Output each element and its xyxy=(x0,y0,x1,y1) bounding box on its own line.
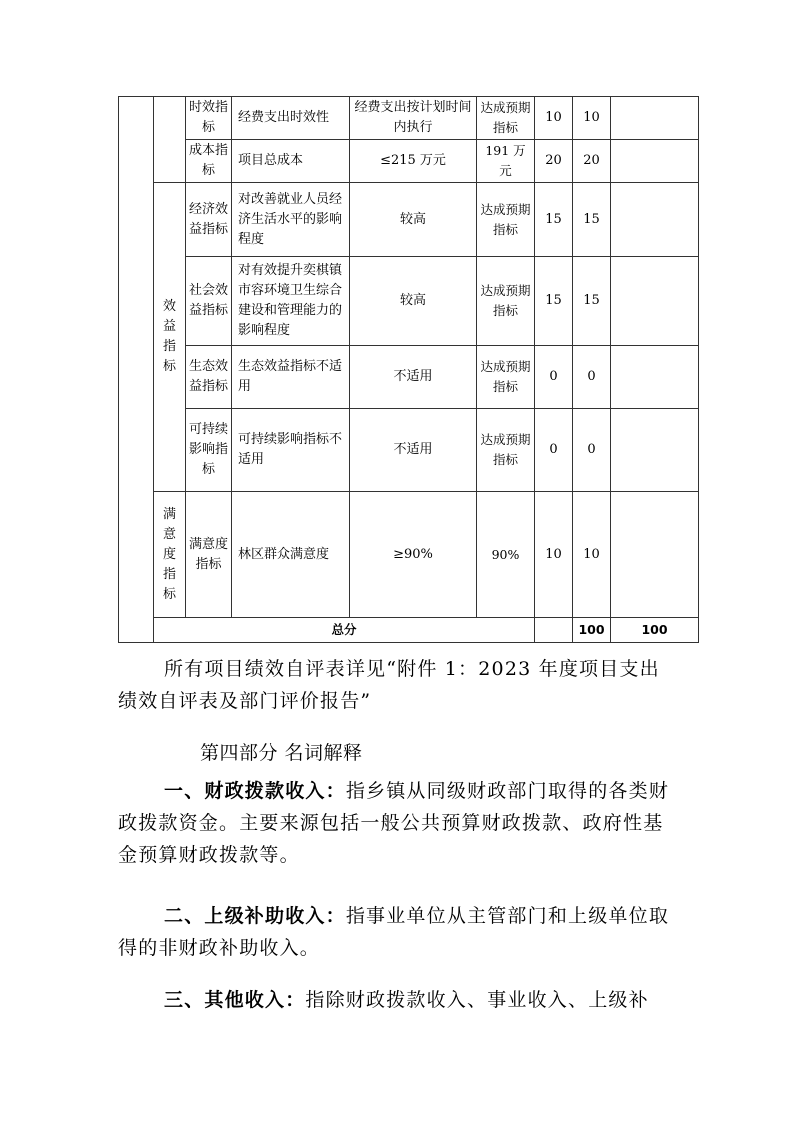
weight-value: 20 xyxy=(535,140,573,183)
total-score: 100 xyxy=(611,618,699,643)
table-row xyxy=(119,409,699,492)
remark-cell xyxy=(611,183,699,257)
paragraph-item-2 xyxy=(118,900,678,964)
level1-cell xyxy=(119,97,154,643)
sub-indicator: 成本指标 xyxy=(186,140,232,183)
target-value: ≥90% xyxy=(350,492,477,618)
indicator-name: 经费支出时效性 xyxy=(232,97,350,140)
score-value: 20 xyxy=(573,140,611,183)
section-heading: 第四部分 名词解释 xyxy=(200,742,363,764)
sub-indicator: 社会效益指标 xyxy=(186,257,232,346)
score-value: 0 xyxy=(573,346,611,409)
score-value: 15 xyxy=(573,183,611,257)
sub-indicator: 经济效益指标 xyxy=(186,183,232,257)
remark-cell xyxy=(611,140,699,183)
table-row xyxy=(119,140,699,183)
weight-value: 15 xyxy=(535,183,573,257)
weight-value: 10 xyxy=(535,492,573,618)
target-value: 经费支出按计划时间内执行 xyxy=(350,97,477,140)
table-row xyxy=(119,492,699,618)
item-label: 三、其他收入： xyxy=(164,989,306,1011)
item-label: 一、财政拨款收入： xyxy=(164,780,346,802)
total-row xyxy=(119,618,699,643)
actual-value: 191 万元 xyxy=(477,140,535,183)
group-satisfaction: 满意度指标 xyxy=(154,492,186,618)
weight-value: 0 xyxy=(535,409,573,492)
group-benefit: 效益指标 xyxy=(154,183,186,492)
actual-value: 90% xyxy=(477,492,535,618)
weight-value: 10 xyxy=(535,97,573,140)
table-row xyxy=(119,346,699,409)
score-value: 15 xyxy=(573,257,611,346)
score-value: 10 xyxy=(573,97,611,140)
actual-value: 达成预期指标 xyxy=(477,183,535,257)
item-text: 指乡镇从同级财政部门取得的各类财政拨款资金。主要来源包括一般公共预算财政拨款、政府性基金预算财政拨款等。 xyxy=(118,780,670,866)
target-value: 不适用 xyxy=(350,346,477,409)
item-text: 指事业单位从主管部门和上级单位取得的非财政补助收入。 xyxy=(118,905,670,959)
weight-value: 15 xyxy=(535,257,573,346)
target-value: ≤215 万元 xyxy=(350,140,477,183)
item-text: 指除财政拨款收入、事业收入、上级补 xyxy=(305,989,649,1011)
sub-indicator: 可持续影响指标 xyxy=(186,409,232,492)
actual-value: 达成预期指标 xyxy=(477,97,535,140)
actual-value: 达成预期指标 xyxy=(477,409,535,492)
score-value: 10 xyxy=(573,492,611,618)
target-value: 较高 xyxy=(350,183,477,257)
paragraph-item-3 xyxy=(118,984,678,1016)
item-label: 二、上级补助收入： xyxy=(164,905,346,927)
table-row xyxy=(119,183,699,257)
paragraph-attachment: 所有项目绩效自评表详见“附件 1：2023 年度项目支出绩效自评表及部门评价报告” xyxy=(118,658,660,712)
performance-table xyxy=(118,96,699,643)
score-value: 0 xyxy=(573,409,611,492)
sub-indicator: 生态效益指标 xyxy=(186,346,232,409)
remark-cell xyxy=(611,409,699,492)
table-row xyxy=(119,257,699,346)
actual-value: 达成预期指标 xyxy=(477,346,535,409)
indicator-name: 林区群众满意度 xyxy=(232,492,350,618)
target-value: 较高 xyxy=(350,257,477,346)
target-value: 不适用 xyxy=(350,409,477,492)
table-row xyxy=(119,97,699,140)
remark-cell xyxy=(611,97,699,140)
indicator-name: 项目总成本 xyxy=(232,140,350,183)
indicator-name: 可持续影响指标不适用 xyxy=(232,409,350,492)
total-weight: 100 xyxy=(573,618,611,643)
total-label: 总分 xyxy=(154,618,535,643)
sub-indicator: 满意度指标 xyxy=(186,492,232,618)
sub-indicator: 时效指标 xyxy=(186,97,232,140)
indicator-name: 对有效提升奕棋镇市容环境卫生综合建设和管理能力的影响程度 xyxy=(232,257,350,346)
remark-cell xyxy=(611,346,699,409)
total-empty xyxy=(535,618,573,643)
remark-cell xyxy=(611,492,699,618)
actual-value: 达成预期指标 xyxy=(477,257,535,346)
paragraph-item-1 xyxy=(118,775,678,871)
weight-value: 0 xyxy=(535,346,573,409)
indicator-name: 生态效益指标不适用 xyxy=(232,346,350,409)
indicator-name: 对改善就业人员经济生活水平的影响程度 xyxy=(232,183,350,257)
level2-cell xyxy=(154,97,186,183)
remark-cell xyxy=(611,257,699,346)
